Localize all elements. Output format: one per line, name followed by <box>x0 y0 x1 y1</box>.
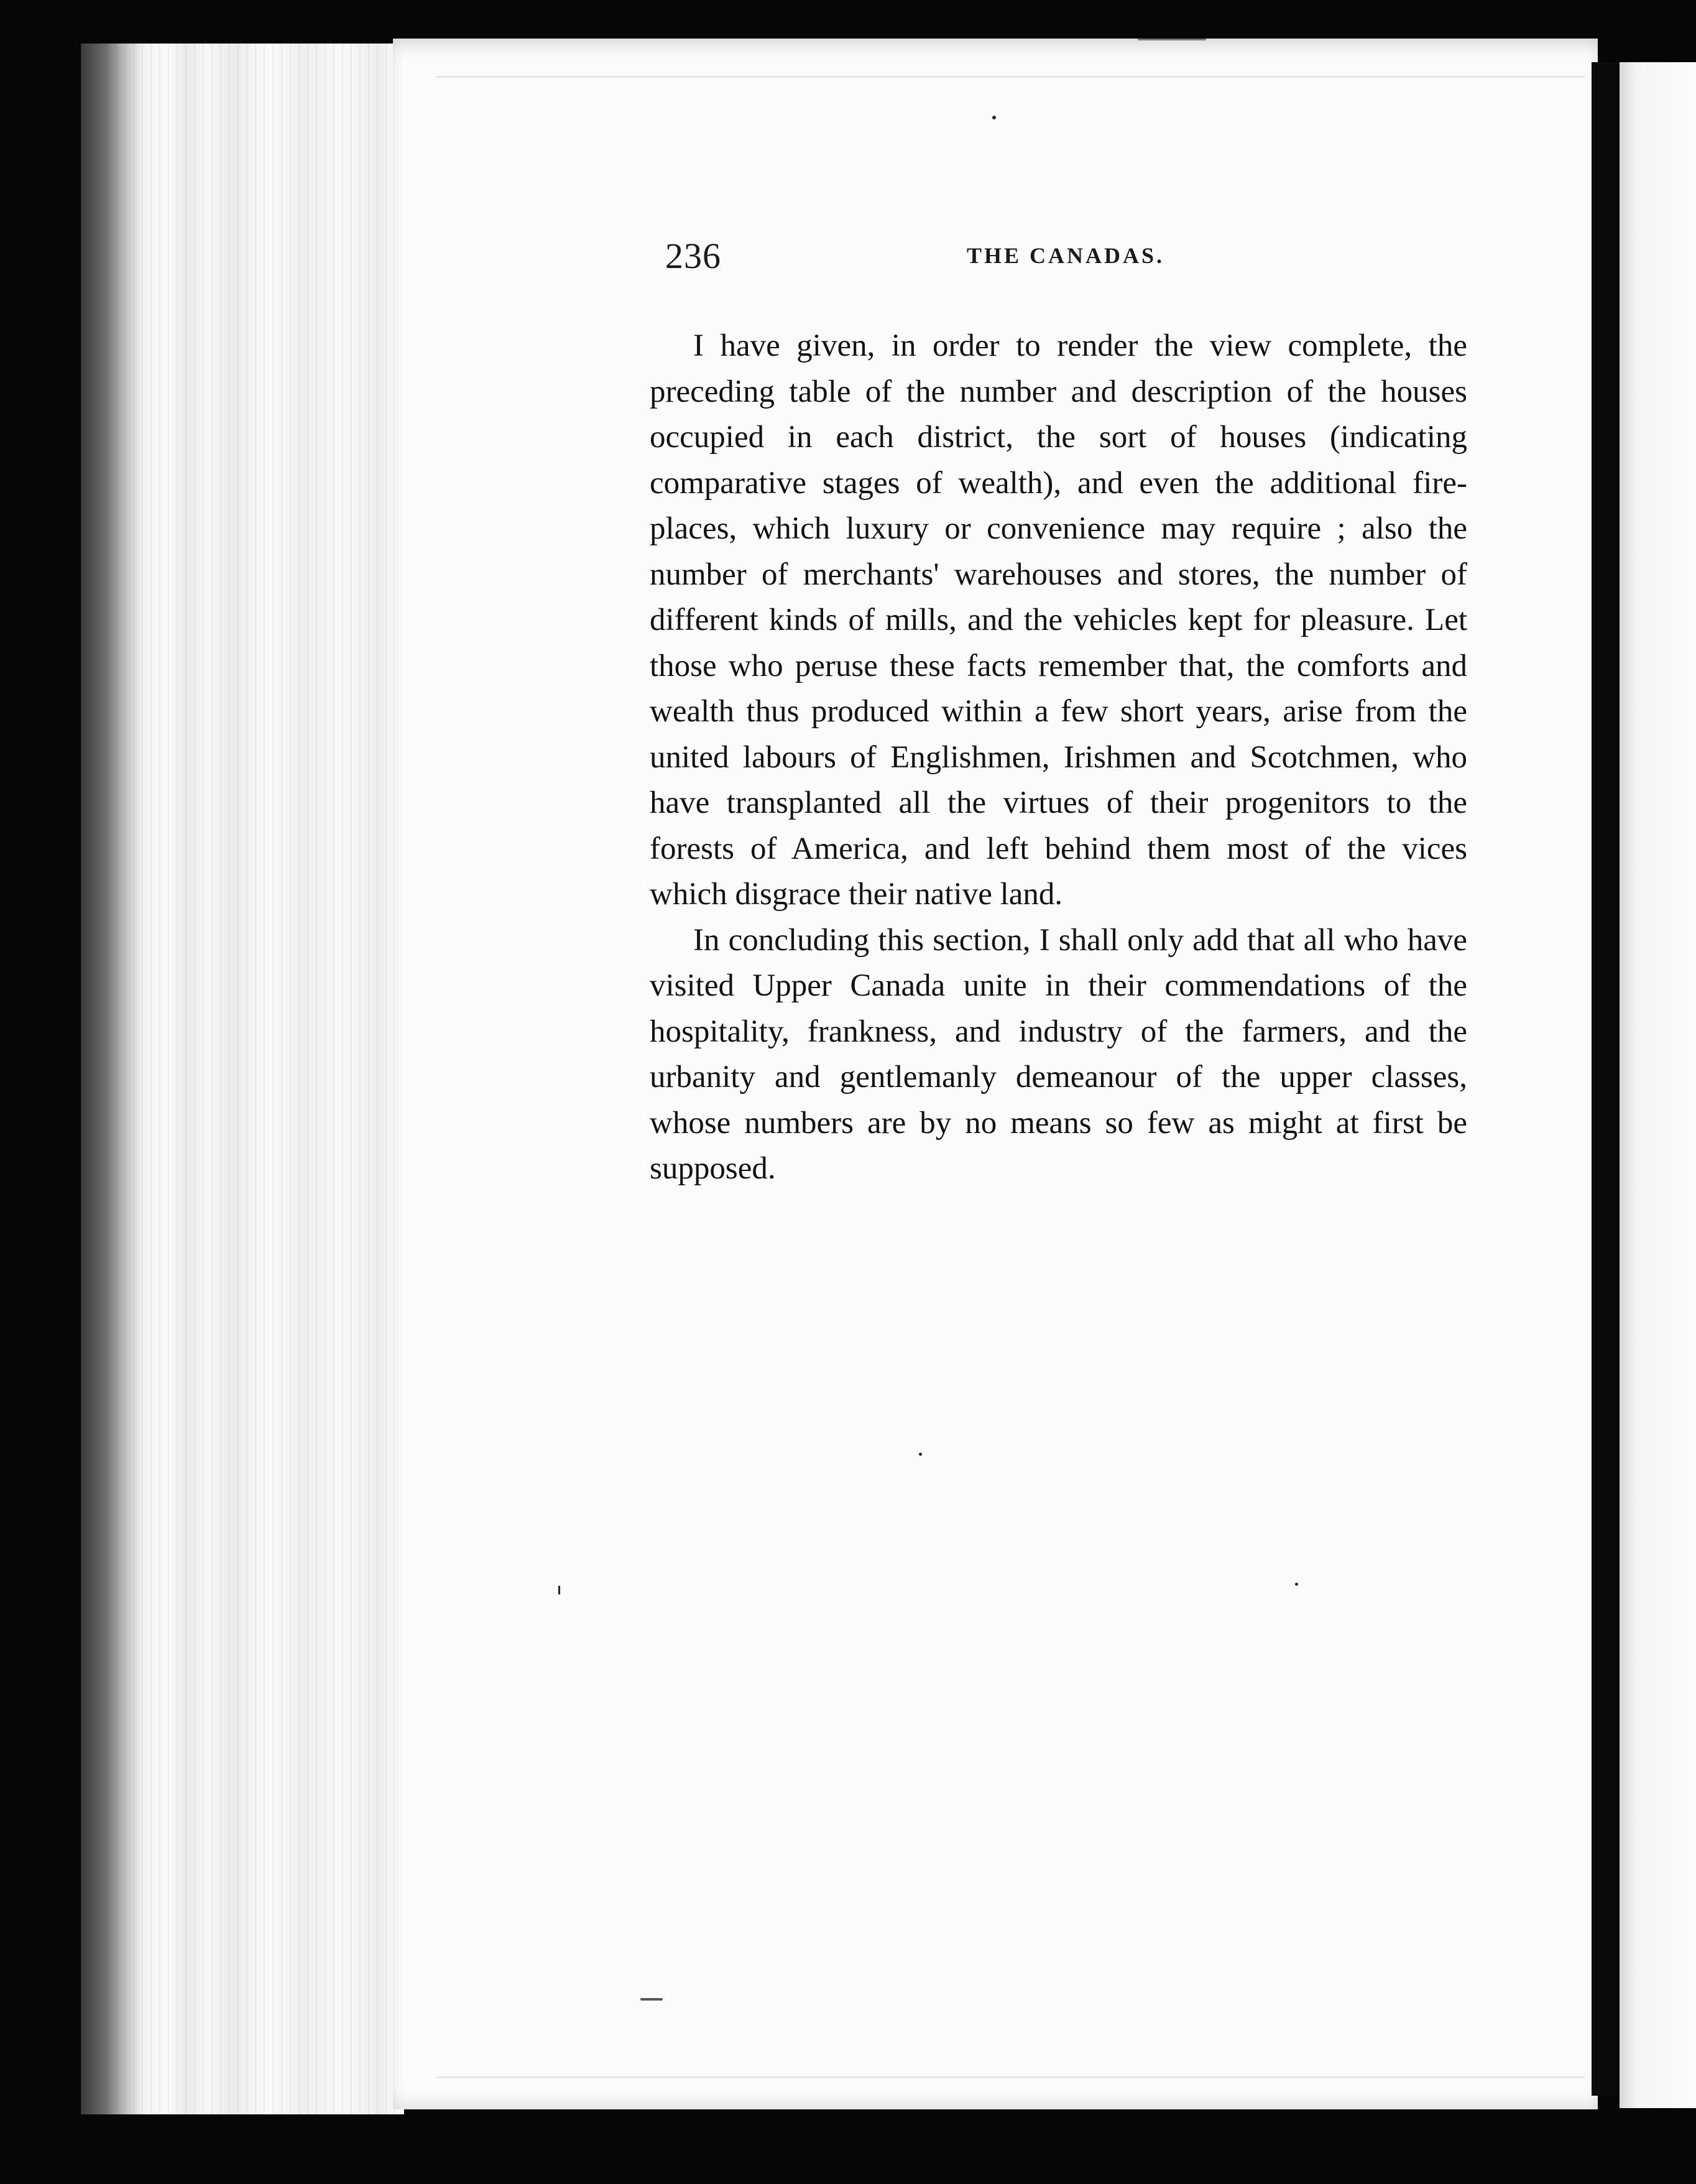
speck <box>1138 39 1206 40</box>
paragraph-1: I have given, in order to render the view complete, the preceding table of the number and description of the houses occupied in each district, the sort of houses (indicating comparative stages of wealth), and even the additional fire-places, which luxury or convenience may require ; also the number of merchants' warehouses and stores, the number of different kinds of mills, and the vehicles kept for pleasure. Let those who peruse these facts remember that, the comforts and wealth thus produced within a few short years, arise from the united labours of Englishmen, Irishmen and Scotchmen, who have transplanted all the virtues of their progenitors to the forests of America, and left behind them most of the vices which disgrace their native land. <box>650 328 1467 912</box>
running-head <box>665 235 1175 285</box>
book-gutter <box>1592 62 1620 2096</box>
facing-page-edge <box>1620 62 1696 2108</box>
running-title: THE CANADAS. <box>967 243 1165 268</box>
speck <box>992 116 996 119</box>
speck <box>558 1586 560 1594</box>
speck <box>919 1453 922 1456</box>
page-body <box>650 323 1467 1192</box>
speck <box>640 1998 663 2001</box>
page-number: 236 <box>665 236 721 276</box>
speck <box>1295 1583 1298 1586</box>
stacked-page-edges <box>81 44 404 2114</box>
paragraph-2: In concluding this section, I shall only add that all who have visited Upper Canada unite in their commendations of the hospitality, frankness, and industry of the farmers, and the urbanity and gentlemanly demeanour of the upper classes, whose numbers are by no means so few as might at first be supposed. <box>650 922 1467 1186</box>
